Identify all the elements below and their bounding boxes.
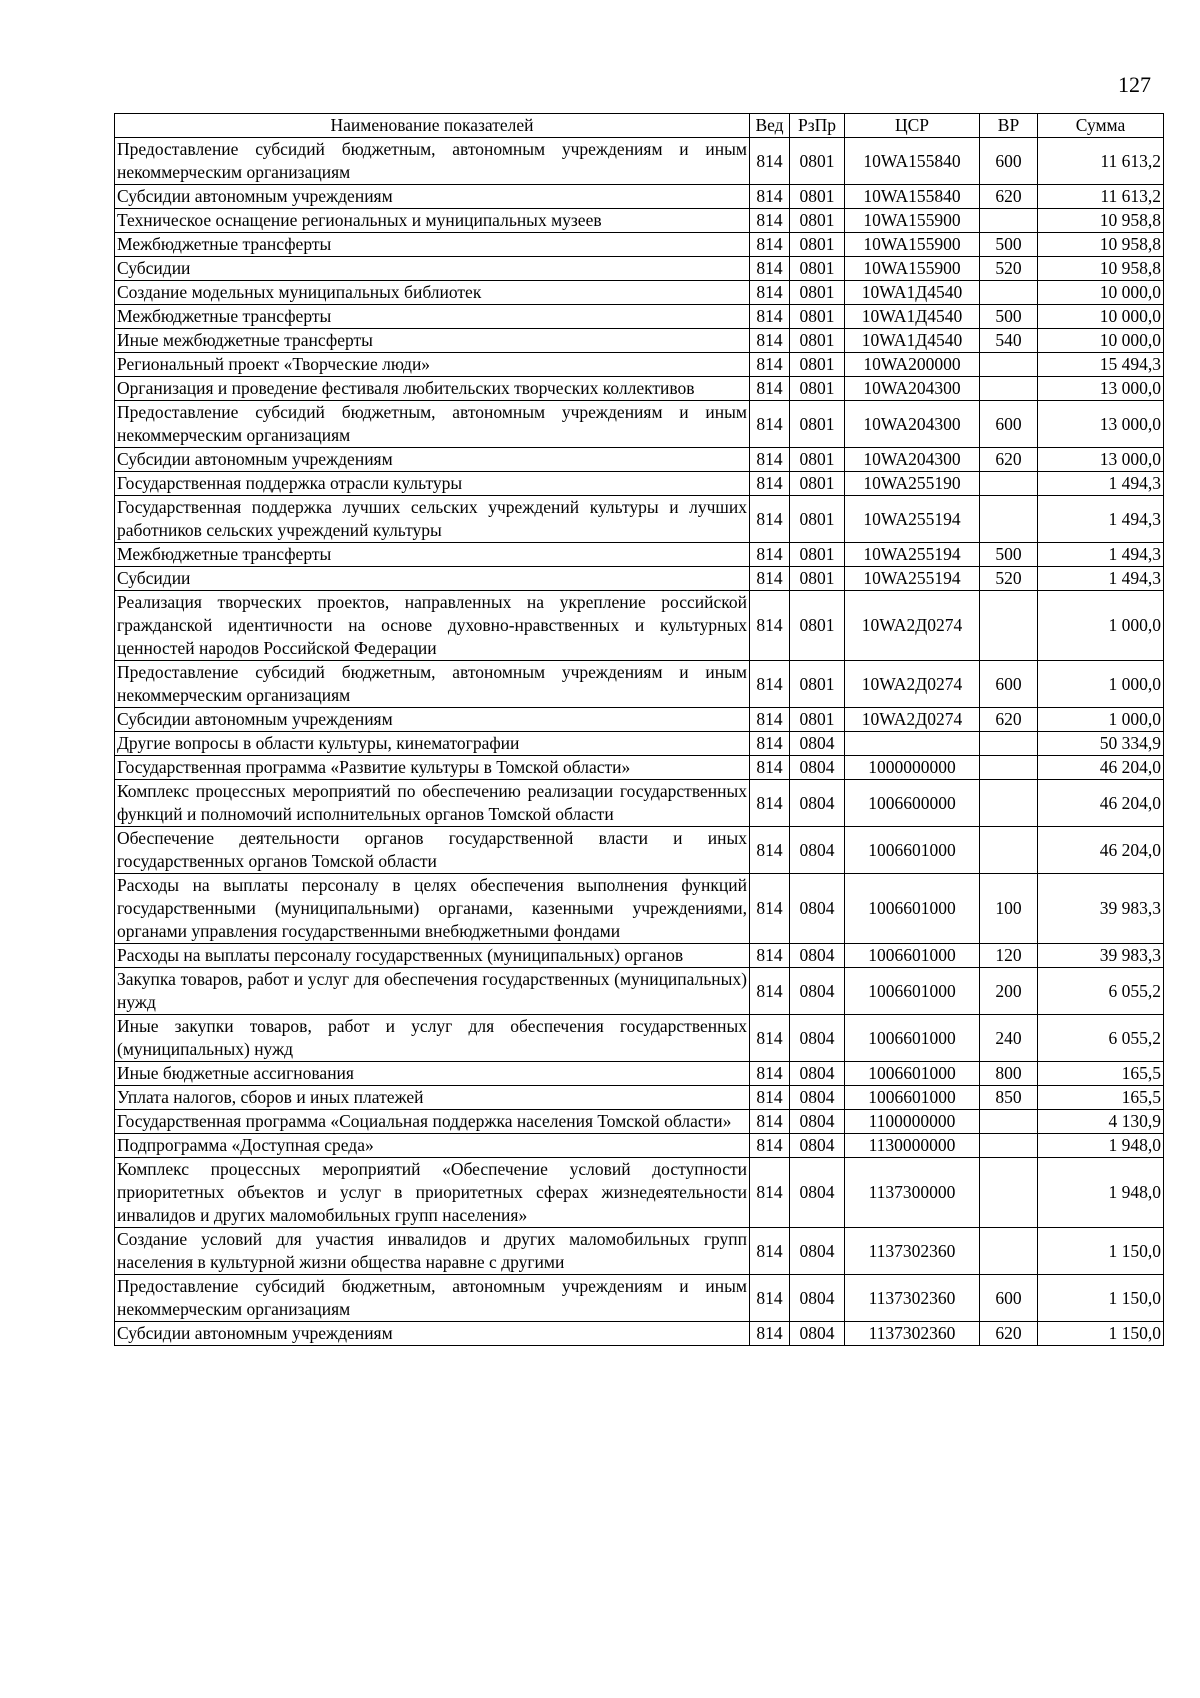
row-ved-cell: 814	[750, 353, 790, 377]
table-row	[115, 968, 1164, 1015]
row-vr-cell	[980, 732, 1038, 756]
row-csr-cell: 1100000000	[845, 1110, 980, 1134]
row-ved-cell: 814	[750, 874, 790, 944]
row-rzpr-cell: 0801	[790, 472, 845, 496]
row-vr-cell	[980, 780, 1038, 827]
header-rzpr: РзПр	[790, 114, 845, 138]
row-csr-cell: 1006601000	[845, 874, 980, 944]
row-ved-cell: 814	[750, 185, 790, 209]
row-rzpr-cell: 0801	[790, 281, 845, 305]
row-ved-cell: 814	[750, 1086, 790, 1110]
row-ved-cell: 814	[750, 305, 790, 329]
row-ved-cell: 814	[750, 1275, 790, 1322]
row-sum-cell: 39 983,3	[1038, 874, 1164, 944]
row-csr-cell: 10WA204300	[845, 448, 980, 472]
table-row	[115, 1015, 1164, 1062]
row-rzpr-cell: 0801	[790, 496, 845, 543]
row-csr-cell: 10WA155840	[845, 138, 980, 185]
row-vr-cell	[980, 281, 1038, 305]
row-rzpr-cell: 0804	[790, 732, 845, 756]
row-name-cell: Другие вопросы в области культуры, кинематографии	[115, 732, 750, 756]
row-sum-cell: 46 204,0	[1038, 780, 1164, 827]
row-ved-cell: 814	[750, 1015, 790, 1062]
row-csr-cell: 1130000000	[845, 1134, 980, 1158]
row-sum-cell: 46 204,0	[1038, 827, 1164, 874]
row-name-cell: Межбюджетные трансферты	[115, 305, 750, 329]
row-rzpr-cell: 0801	[790, 591, 845, 661]
row-name-cell: Создание модельных муниципальных библиотек	[115, 281, 750, 305]
row-name-cell: Предоставление субсидий бюджетным, автономным учреждениям и иным некоммерческим организациям	[115, 138, 750, 185]
row-csr-cell: 10WA255190	[845, 472, 980, 496]
table-row	[115, 353, 1164, 377]
row-csr-cell: 1137302360	[845, 1228, 980, 1275]
table-row	[115, 233, 1164, 257]
row-vr-cell	[980, 591, 1038, 661]
row-rzpr-cell: 0804	[790, 827, 845, 874]
row-sum-cell: 11 613,2	[1038, 138, 1164, 185]
row-name-cell: Межбюджетные трансферты	[115, 543, 750, 567]
row-rzpr-cell: 0801	[790, 257, 845, 281]
row-csr-cell: 10WA155900	[845, 209, 980, 233]
table-row	[115, 543, 1164, 567]
row-vr-cell: 600	[980, 661, 1038, 708]
row-csr-cell: 10WA2Д0274	[845, 708, 980, 732]
row-vr-cell: 520	[980, 567, 1038, 591]
row-sum-cell: 39 983,3	[1038, 944, 1164, 968]
table-row	[115, 827, 1164, 874]
table-row	[115, 209, 1164, 233]
row-sum-cell: 10 958,8	[1038, 233, 1164, 257]
row-sum-cell: 50 334,9	[1038, 732, 1164, 756]
row-vr-cell	[980, 496, 1038, 543]
row-ved-cell: 814	[750, 543, 790, 567]
table-row	[115, 780, 1164, 827]
row-vr-cell	[980, 472, 1038, 496]
row-name-cell: Субсидии автономным учреждениям	[115, 708, 750, 732]
budget-table	[114, 113, 1164, 1346]
row-ved-cell: 814	[750, 472, 790, 496]
row-sum-cell: 6 055,2	[1038, 968, 1164, 1015]
row-name-cell: Реализация творческих проектов, направленных на укрепление российской гражданской идентичности на основе духовно-нравственных и культурных ценностей народов Российской Федерации	[115, 591, 750, 661]
row-name-cell: Подпрограмма «Доступная среда»	[115, 1134, 750, 1158]
row-rzpr-cell: 0804	[790, 1086, 845, 1110]
row-ved-cell: 814	[750, 209, 790, 233]
row-vr-cell	[980, 209, 1038, 233]
row-rzpr-cell: 0801	[790, 209, 845, 233]
row-rzpr-cell: 0801	[790, 543, 845, 567]
row-rzpr-cell: 0804	[790, 1275, 845, 1322]
row-vr-cell	[980, 1134, 1038, 1158]
row-vr-cell: 620	[980, 1322, 1038, 1346]
table-row	[115, 1062, 1164, 1086]
row-ved-cell: 814	[750, 1110, 790, 1134]
row-ved-cell: 814	[750, 1322, 790, 1346]
row-csr-cell: 10WA255194	[845, 496, 980, 543]
row-csr-cell: 10WA2Д0274	[845, 591, 980, 661]
row-ved-cell: 814	[750, 257, 790, 281]
row-csr-cell: 10WA255194	[845, 567, 980, 591]
row-csr-cell: 1000000000	[845, 756, 980, 780]
row-ved-cell: 814	[750, 1062, 790, 1086]
row-rzpr-cell: 0801	[790, 377, 845, 401]
row-csr-cell: 10WA155900	[845, 233, 980, 257]
row-sum-cell: 6 055,2	[1038, 1015, 1164, 1062]
row-sum-cell: 10 000,0	[1038, 329, 1164, 353]
row-ved-cell: 814	[750, 233, 790, 257]
row-csr-cell: 10WA255194	[845, 543, 980, 567]
row-sum-cell: 15 494,3	[1038, 353, 1164, 377]
row-ved-cell: 814	[750, 567, 790, 591]
row-vr-cell	[980, 756, 1038, 780]
row-vr-cell	[980, 827, 1038, 874]
table-row	[115, 1134, 1164, 1158]
row-csr-cell: 1006601000	[845, 968, 980, 1015]
row-vr-cell: 120	[980, 944, 1038, 968]
row-name-cell: Закупка товаров, работ и услуг для обеспечения государственных (муниципальных) нужд	[115, 968, 750, 1015]
row-rzpr-cell: 0804	[790, 1015, 845, 1062]
row-ved-cell: 814	[750, 591, 790, 661]
row-name-cell: Комплекс процессных мероприятий по обеспечению реализации государственных функций и полномочий исполнительных органов Томской области	[115, 780, 750, 827]
table-row	[115, 472, 1164, 496]
row-name-cell: Предоставление субсидий бюджетным, автономным учреждениям и иным некоммерческим организациям	[115, 1275, 750, 1322]
table-row	[115, 281, 1164, 305]
row-csr-cell: 1006600000	[845, 780, 980, 827]
row-csr-cell: 1137302360	[845, 1322, 980, 1346]
row-name-cell: Государственная поддержка лучших сельских учреждений культуры и лучших работников сельских учреждений культуры	[115, 496, 750, 543]
row-ved-cell: 814	[750, 496, 790, 543]
row-sum-cell: 1 494,3	[1038, 543, 1164, 567]
row-rzpr-cell: 0804	[790, 1134, 845, 1158]
row-ved-cell: 814	[750, 1158, 790, 1228]
row-rzpr-cell: 0801	[790, 305, 845, 329]
row-rzpr-cell: 0804	[790, 968, 845, 1015]
row-csr-cell: 1006601000	[845, 1015, 980, 1062]
row-sum-cell: 1 494,3	[1038, 567, 1164, 591]
row-name-cell: Предоставление субсидий бюджетным, автономным учреждениям и иным некоммерческим организациям	[115, 401, 750, 448]
row-csr-cell: 10WA200000	[845, 353, 980, 377]
row-rzpr-cell: 0801	[790, 661, 845, 708]
row-vr-cell: 600	[980, 138, 1038, 185]
row-ved-cell: 814	[750, 827, 790, 874]
table-row	[115, 257, 1164, 281]
table-row	[115, 591, 1164, 661]
row-rzpr-cell: 0804	[790, 944, 845, 968]
row-name-cell: Иные бюджетные ассигнования	[115, 1062, 750, 1086]
page-number: 127	[1118, 72, 1151, 97]
row-name-cell: Субсидии	[115, 257, 750, 281]
row-ved-cell: 814	[750, 1134, 790, 1158]
row-rzpr-cell: 0804	[790, 1228, 845, 1275]
row-csr-cell: 10WA2Д0274	[845, 661, 980, 708]
row-sum-cell: 10 958,8	[1038, 257, 1164, 281]
row-ved-cell: 814	[750, 732, 790, 756]
table-row	[115, 708, 1164, 732]
table-row	[115, 305, 1164, 329]
row-rzpr-cell: 0804	[790, 874, 845, 944]
row-csr-cell: 1137300000	[845, 1158, 980, 1228]
header-name: Наименование показателей	[115, 114, 750, 138]
row-name-cell: Обеспечение деятельности органов государственной власти и иных государственных органов Томской области	[115, 827, 750, 874]
row-name-cell: Иные закупки товаров, работ и услуг для обеспечения государственных (муниципальных) нужд	[115, 1015, 750, 1062]
row-rzpr-cell: 0804	[790, 756, 845, 780]
row-sum-cell: 1 150,0	[1038, 1322, 1164, 1346]
row-vr-cell: 540	[980, 329, 1038, 353]
row-rzpr-cell: 0801	[790, 185, 845, 209]
row-vr-cell: 500	[980, 305, 1038, 329]
row-ved-cell: 814	[750, 448, 790, 472]
row-name-cell: Государственная программа «Социальная поддержка населения Томской области»	[115, 1110, 750, 1134]
row-name-cell: Расходы на выплаты персоналу в целях обеспечения выполнения функций государственными (муниципальными) органами, казенными учреждениями, органами управления государственными внебюджетными фондами	[115, 874, 750, 944]
row-ved-cell: 814	[750, 780, 790, 827]
table-row	[115, 496, 1164, 543]
row-vr-cell: 240	[980, 1015, 1038, 1062]
row-csr-cell: 10WA1Д4540	[845, 329, 980, 353]
row-sum-cell: 46 204,0	[1038, 756, 1164, 780]
table-row	[115, 874, 1164, 944]
row-ved-cell: 814	[750, 661, 790, 708]
row-sum-cell: 11 613,2	[1038, 185, 1164, 209]
row-name-cell: Иные межбюджетные трансферты	[115, 329, 750, 353]
row-rzpr-cell: 0801	[790, 138, 845, 185]
table-row	[115, 944, 1164, 968]
row-rzpr-cell: 0804	[790, 1110, 845, 1134]
row-vr-cell	[980, 377, 1038, 401]
row-ved-cell: 814	[750, 968, 790, 1015]
row-vr-cell	[980, 353, 1038, 377]
table-row	[115, 448, 1164, 472]
row-name-cell: Межбюджетные трансферты	[115, 233, 750, 257]
row-vr-cell: 200	[980, 968, 1038, 1015]
row-vr-cell: 500	[980, 233, 1038, 257]
row-sum-cell: 1 000,0	[1038, 591, 1164, 661]
table-row	[115, 377, 1164, 401]
row-csr-cell: 10WA204300	[845, 401, 980, 448]
header-csr: ЦСР	[845, 114, 980, 138]
row-sum-cell: 4 130,9	[1038, 1110, 1164, 1134]
row-name-cell: Создание условий для участия инвалидов и других маломобильных групп населения в культурной жизни общества наравне с другими	[115, 1228, 750, 1275]
row-csr-cell: 10WA155900	[845, 257, 980, 281]
row-name-cell: Расходы на выплаты персоналу государственных (муниципальных) органов	[115, 944, 750, 968]
row-vr-cell: 620	[980, 708, 1038, 732]
row-ved-cell: 814	[750, 1228, 790, 1275]
table-row	[115, 185, 1164, 209]
row-rzpr-cell: 0804	[790, 1062, 845, 1086]
row-sum-cell: 1 000,0	[1038, 708, 1164, 732]
row-name-cell: Техническое оснащение региональных и муниципальных музеев	[115, 209, 750, 233]
table-row	[115, 1110, 1164, 1134]
row-name-cell: Уплата налогов, сборов и иных платежей	[115, 1086, 750, 1110]
row-rzpr-cell: 0801	[790, 353, 845, 377]
row-name-cell: Предоставление субсидий бюджетным, автономным учреждениям и иным некоммерческим организациям	[115, 661, 750, 708]
row-sum-cell: 1 494,3	[1038, 496, 1164, 543]
header-vr: ВР	[980, 114, 1038, 138]
row-csr-cell: 10WA204300	[845, 377, 980, 401]
row-csr-cell: 1006601000	[845, 827, 980, 874]
row-sum-cell: 1 150,0	[1038, 1228, 1164, 1275]
table-row	[115, 567, 1164, 591]
row-ved-cell: 814	[750, 756, 790, 780]
row-name-cell: Субсидии автономным учреждениям	[115, 185, 750, 209]
table-row	[115, 661, 1164, 708]
row-csr-cell: 10WA155840	[845, 185, 980, 209]
row-csr-cell: 1006601000	[845, 1062, 980, 1086]
row-sum-cell: 165,5	[1038, 1086, 1164, 1110]
row-sum-cell: 1 948,0	[1038, 1158, 1164, 1228]
table-row	[115, 401, 1164, 448]
table-row	[115, 138, 1164, 185]
row-sum-cell: 13 000,0	[1038, 401, 1164, 448]
table-row	[115, 1275, 1164, 1322]
row-ved-cell: 814	[750, 708, 790, 732]
row-vr-cell: 850	[980, 1086, 1038, 1110]
row-name-cell: Государственная поддержка отрасли культуры	[115, 472, 750, 496]
row-ved-cell: 814	[750, 401, 790, 448]
table-header-row	[115, 114, 1164, 138]
row-ved-cell: 814	[750, 138, 790, 185]
row-sum-cell: 10 000,0	[1038, 305, 1164, 329]
row-sum-cell: 165,5	[1038, 1062, 1164, 1086]
row-csr-cell: 10WA1Д4540	[845, 305, 980, 329]
row-csr-cell: 1137302360	[845, 1275, 980, 1322]
header-ved: Вед	[750, 114, 790, 138]
row-vr-cell: 500	[980, 543, 1038, 567]
table-body	[115, 138, 1164, 1346]
row-sum-cell: 13 000,0	[1038, 377, 1164, 401]
row-name-cell: Государственная программа «Развитие культуры в Томской области»	[115, 756, 750, 780]
row-sum-cell: 10 958,8	[1038, 209, 1164, 233]
row-rzpr-cell: 0804	[790, 780, 845, 827]
row-sum-cell: 13 000,0	[1038, 448, 1164, 472]
row-csr-cell: 1006601000	[845, 1086, 980, 1110]
row-rzpr-cell: 0804	[790, 1322, 845, 1346]
row-vr-cell	[980, 1228, 1038, 1275]
row-name-cell: Региональный проект «Творческие люди»	[115, 353, 750, 377]
table-row	[115, 329, 1164, 353]
row-name-cell: Организация и проведение фестиваля любительских творческих коллективов	[115, 377, 750, 401]
row-rzpr-cell: 0801	[790, 329, 845, 353]
row-sum-cell: 1 150,0	[1038, 1275, 1164, 1322]
table-row	[115, 1158, 1164, 1228]
row-csr-cell: 1006601000	[845, 944, 980, 968]
row-vr-cell: 600	[980, 401, 1038, 448]
row-sum-cell: 1 494,3	[1038, 472, 1164, 496]
row-name-cell: Субсидии автономным учреждениям	[115, 1322, 750, 1346]
row-vr-cell: 100	[980, 874, 1038, 944]
row-ved-cell: 814	[750, 944, 790, 968]
header-sum: Сумма	[1038, 114, 1164, 138]
row-vr-cell: 620	[980, 448, 1038, 472]
row-ved-cell: 814	[750, 377, 790, 401]
table-row	[115, 1086, 1164, 1110]
row-vr-cell: 600	[980, 1275, 1038, 1322]
row-ved-cell: 814	[750, 329, 790, 353]
row-vr-cell	[980, 1110, 1038, 1134]
row-rzpr-cell: 0804	[790, 1158, 845, 1228]
row-sum-cell: 1 948,0	[1038, 1134, 1164, 1158]
row-vr-cell	[980, 1158, 1038, 1228]
row-rzpr-cell: 0801	[790, 448, 845, 472]
table-row	[115, 732, 1164, 756]
row-sum-cell: 1 000,0	[1038, 661, 1164, 708]
row-sum-cell: 10 000,0	[1038, 281, 1164, 305]
row-name-cell: Субсидии	[115, 567, 750, 591]
row-csr-cell: 10WA1Д4540	[845, 281, 980, 305]
row-vr-cell: 620	[980, 185, 1038, 209]
table-row	[115, 1322, 1164, 1346]
row-csr-cell	[845, 732, 980, 756]
row-ved-cell: 814	[750, 281, 790, 305]
row-vr-cell: 800	[980, 1062, 1038, 1086]
table-row	[115, 756, 1164, 780]
row-name-cell: Субсидии автономным учреждениям	[115, 448, 750, 472]
row-name-cell: Комплекс процессных мероприятий «Обеспечение условий доступности приоритетных объектов и услуг в приоритетных сферах жизнедеятельности инвалидов и других маломобильных групп населения»	[115, 1158, 750, 1228]
row-rzpr-cell: 0801	[790, 401, 845, 448]
row-rzpr-cell: 0801	[790, 567, 845, 591]
table-row	[115, 1228, 1164, 1275]
row-vr-cell: 520	[980, 257, 1038, 281]
row-rzpr-cell: 0801	[790, 233, 845, 257]
row-rzpr-cell: 0801	[790, 708, 845, 732]
